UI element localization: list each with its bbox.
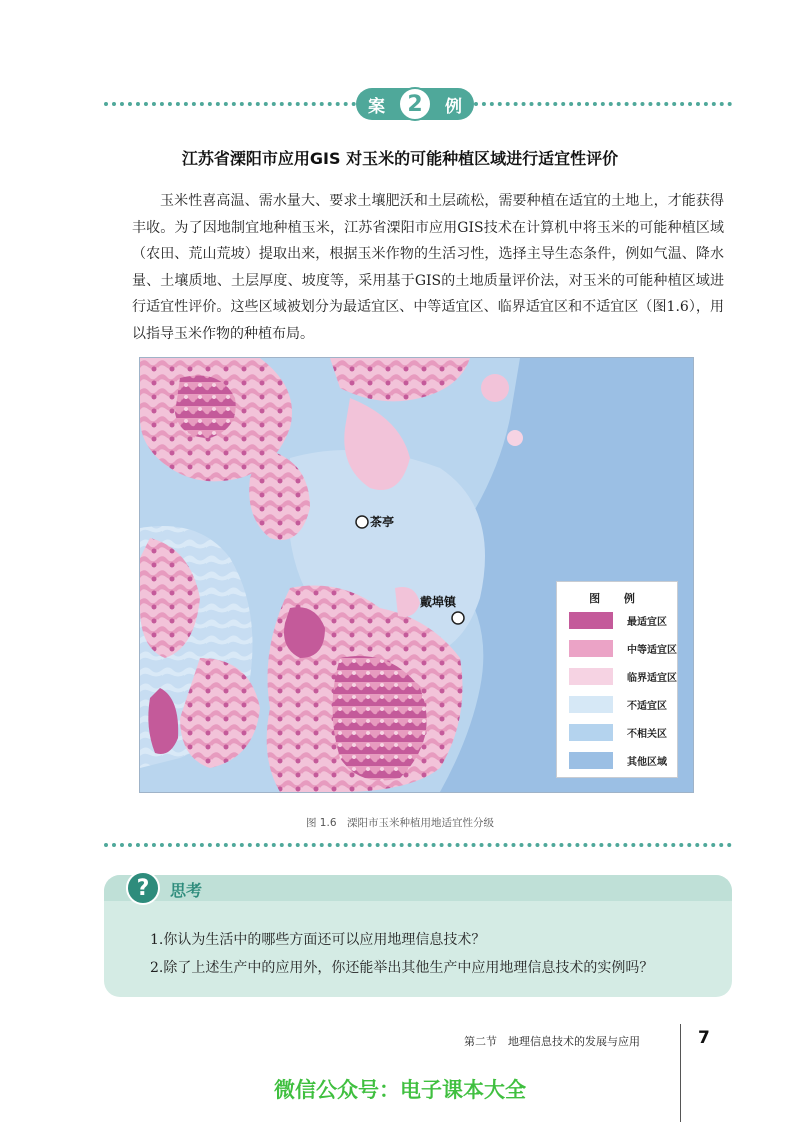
bottom-divider <box>104 843 732 847</box>
watermark: 微信公众号：电子课本大全 <box>274 1078 526 1102</box>
footer-section-title: 第二节 地理信息技术的发展与应用 <box>464 1035 640 1048</box>
footer-divider <box>680 1024 681 1122</box>
legend-label: 不适宜区 <box>627 700 667 712</box>
figure-caption: 图 1.6 溧阳市玉米种植用地适宜性分级 <box>305 817 495 829</box>
think-box <box>104 875 732 997</box>
legend-item <box>557 718 677 746</box>
legend-label: 临界适宜区 <box>627 672 677 684</box>
case-title: 江苏省溧阳市应用GIS 对玉米的可能种植区域进行适宜性评价 <box>181 149 619 168</box>
legend-swatch <box>569 752 613 769</box>
think-label: 思考 <box>170 881 203 900</box>
case-number: 2 <box>398 87 432 121</box>
legend-swatch <box>569 696 613 713</box>
daibu-label: 戴埠镇 <box>420 595 457 609</box>
top-divider-left <box>104 102 356 106</box>
map-legend <box>556 581 678 778</box>
suitability-map <box>139 357 694 793</box>
chating-marker <box>356 516 368 528</box>
legend-item <box>557 690 677 718</box>
top-divider-right <box>474 102 732 106</box>
legend-item <box>557 634 677 662</box>
legend-item <box>557 746 677 774</box>
legend-label: 不相关区 <box>627 728 667 740</box>
daibu-marker <box>452 612 464 624</box>
legend-label: 其他区域 <box>627 756 667 768</box>
think-question: 1.你认为生活中的哪些方面还可以应用地理信息技术？ <box>150 932 486 948</box>
question-icon: ? <box>126 871 160 905</box>
case-badge <box>356 88 474 120</box>
legend-swatch <box>569 668 613 685</box>
chating-label: 茶亭 <box>370 515 395 529</box>
legend-swatch <box>569 640 613 657</box>
legend-item <box>557 662 677 690</box>
legend-label: 最适宜区 <box>627 616 667 628</box>
legend-swatch <box>569 724 613 741</box>
case-badge-left: 案 <box>368 96 385 117</box>
legend-title: 图 例 <box>589 592 645 605</box>
page-number: 7 <box>698 1028 710 1048</box>
legend-swatch <box>569 612 613 629</box>
case-badge-right: 例 <box>445 96 462 117</box>
case-body-text: 玉米性喜高温、需水量大、要求土壤肥沃和土层疏松，需要种植在适宜的土地上，才能获得丰收。为了因地制宜地种植玉米，江苏省溧阳市应用GIS技术在计算机中将玉米的可能种植区域（农田、荒山荒坡）提取出来，根据玉米作物的生活习性，选择主导生态条件，例如气温、降水量、土壤质地、土层厚度、坡度等，采用基于GIS的土地质量评价法，对玉米的可能种植区域进行适宜性评价。这些区域被划分为最适宜区、中等适宜区、临界适宜区和不适宜区（图1.6），用以指导玉米作物的种植布局。 <box>132 193 724 342</box>
legend-label: 中等适宜区 <box>627 644 677 656</box>
legend-item <box>557 606 677 634</box>
think-question: 2.除了上述生产中的应用外，你还能举出其他生产中应用地理信息技术的实例吗？ <box>150 960 654 976</box>
